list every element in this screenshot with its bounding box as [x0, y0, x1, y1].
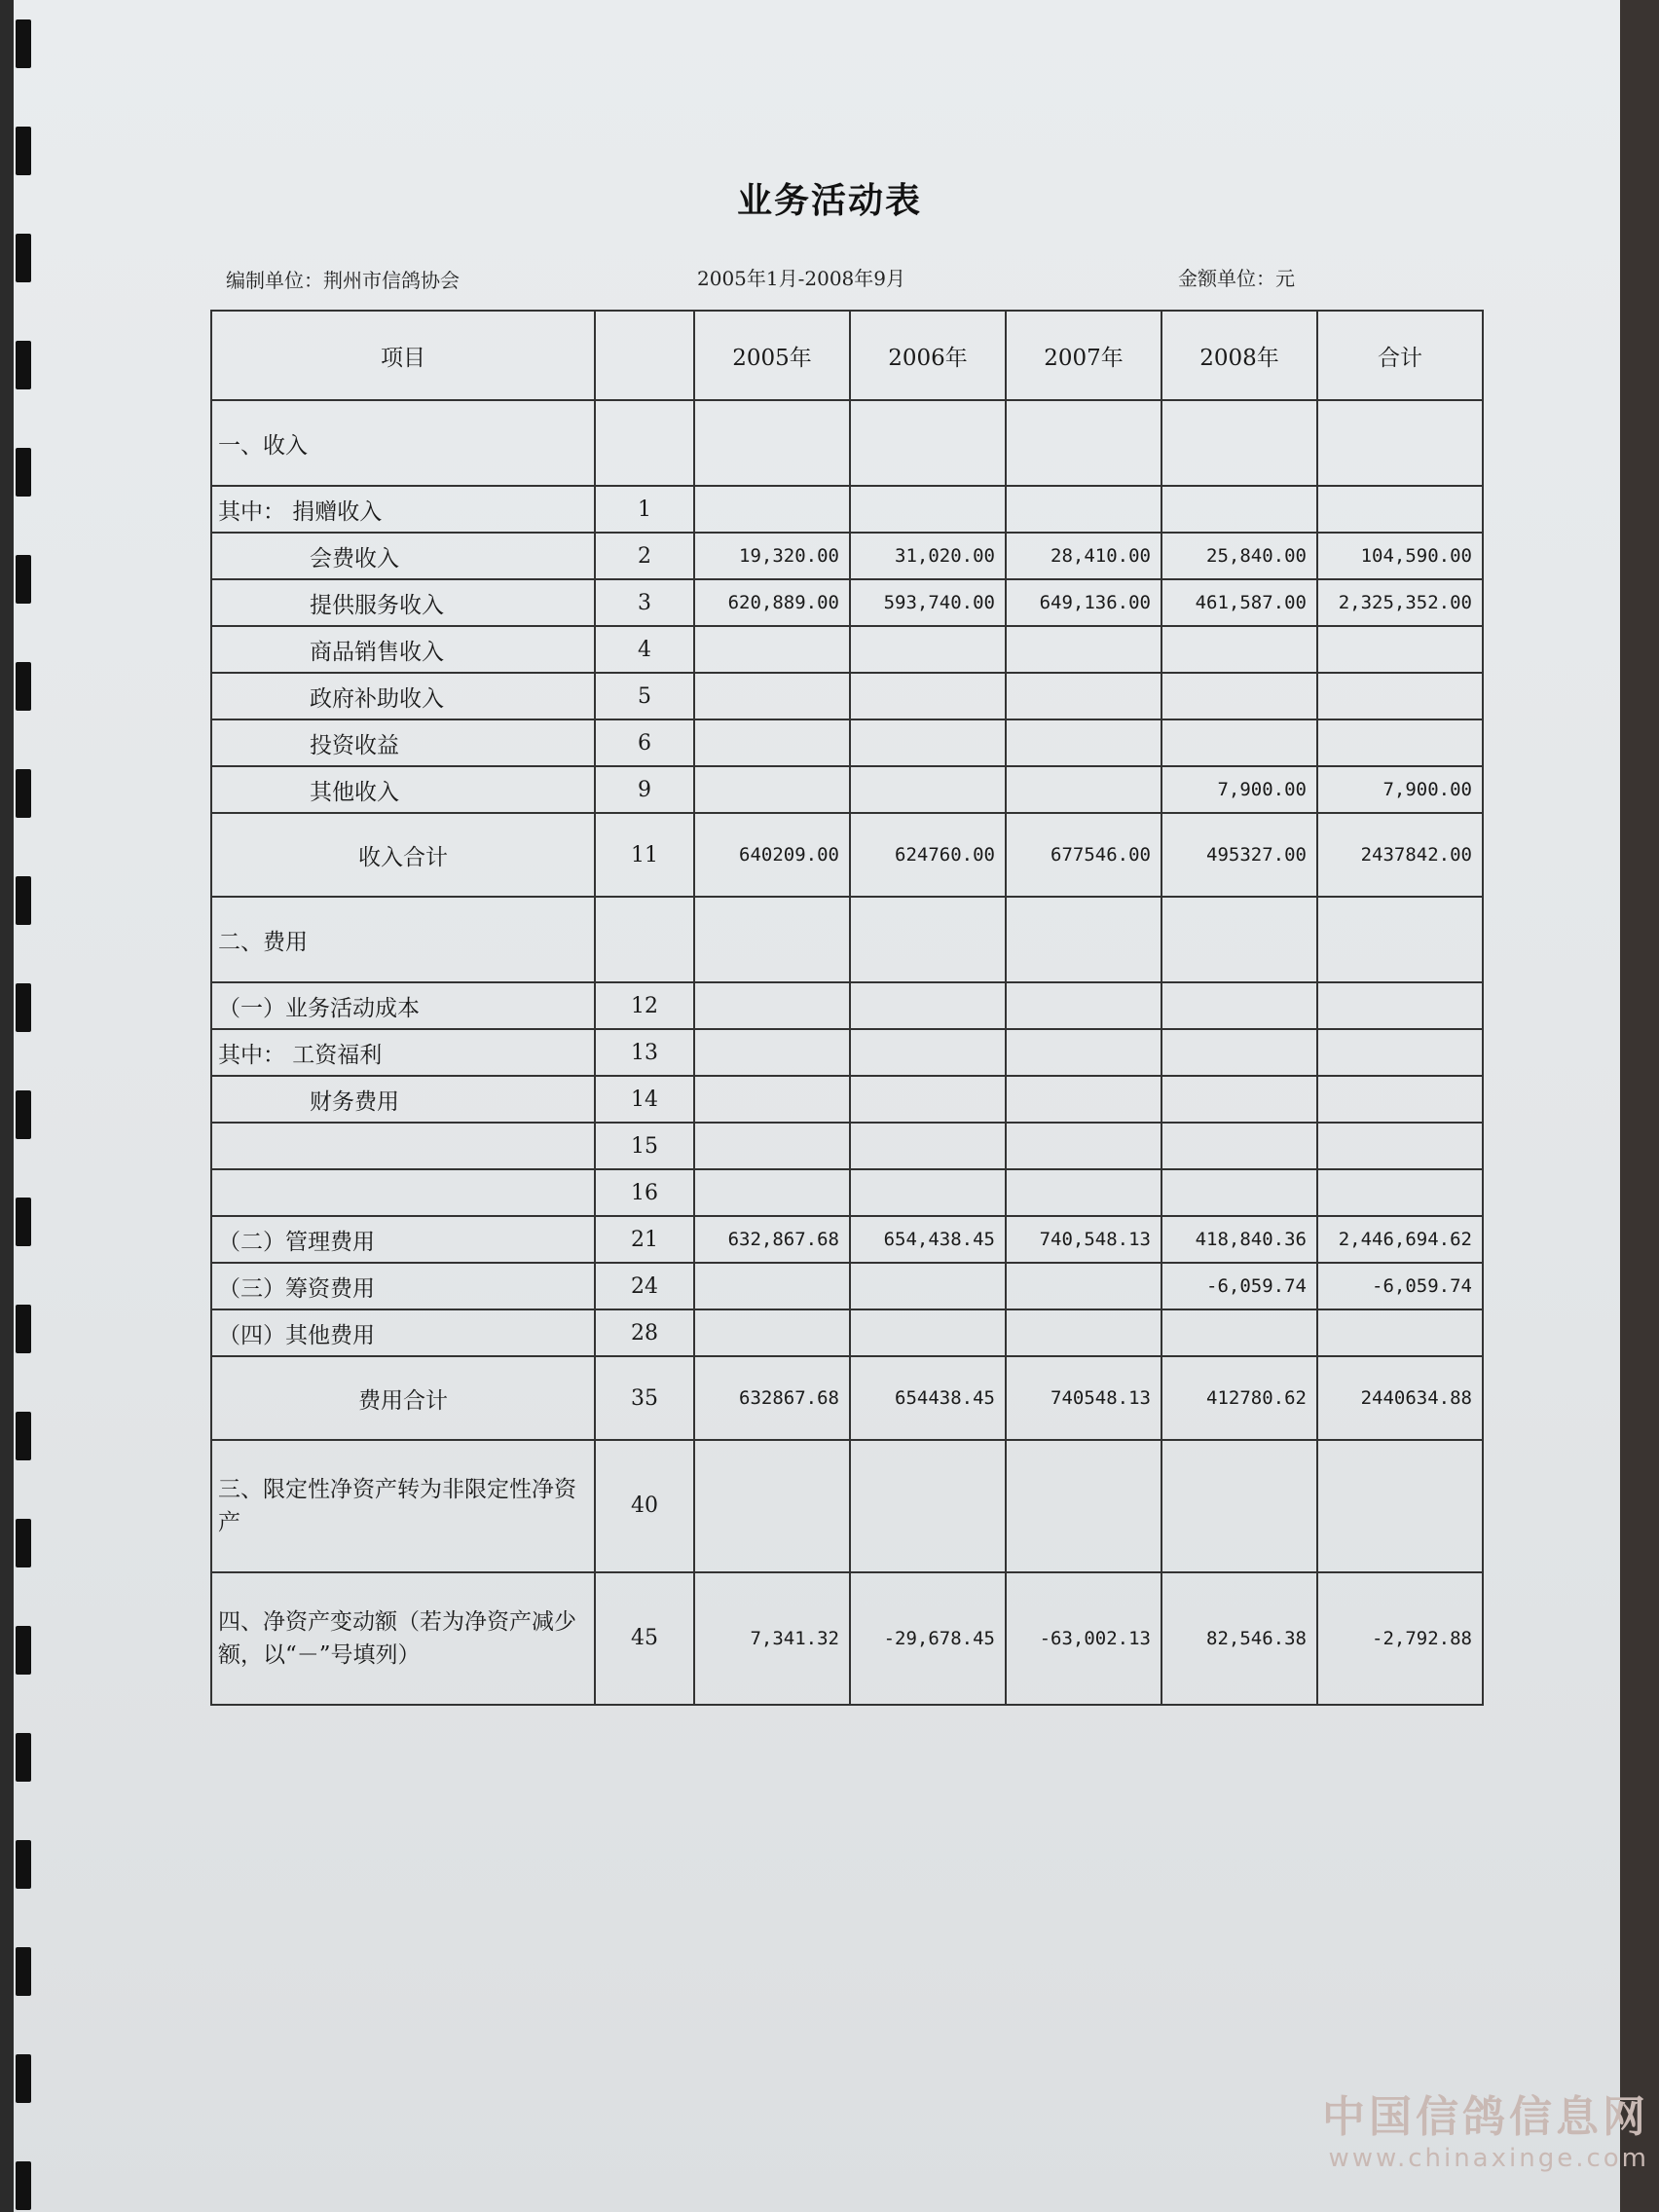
value-cell: 740548.13: [1006, 1356, 1161, 1440]
value-cell: [1317, 1440, 1483, 1572]
value-cell: [1006, 719, 1161, 766]
binder-hole: [16, 555, 31, 604]
table-row: [211, 1029, 1483, 1076]
row-index: 40: [595, 1440, 694, 1572]
table-row: [211, 897, 1483, 982]
value-cell: [1161, 626, 1317, 673]
value-cell: [1317, 673, 1483, 719]
value-cell: [1161, 1076, 1317, 1123]
binder-hole: [16, 448, 31, 497]
value-cell: [1161, 400, 1317, 486]
value-cell: [850, 982, 1006, 1029]
value-cell: 461,587.00: [1161, 579, 1317, 626]
value-cell: 2440634.88: [1317, 1356, 1483, 1440]
value-cell: [1317, 982, 1483, 1029]
value-cell: [694, 400, 850, 486]
value-cell: [1006, 1123, 1161, 1169]
value-cell: [694, 982, 850, 1029]
row-label: [211, 1169, 595, 1216]
value-cell: 25,840.00: [1161, 533, 1317, 579]
value-cell: [850, 400, 1006, 486]
row-label: 四、净资产变动额（若为净资产减少额，以“－”号填列）: [211, 1572, 595, 1705]
row-label: 二、费用: [211, 897, 595, 982]
row-index: 1: [595, 486, 694, 533]
value-cell: [1317, 1029, 1483, 1076]
currency-unit-label: 金额单位：元: [1178, 267, 1295, 290]
value-cell: [694, 897, 850, 982]
value-cell: [1317, 719, 1483, 766]
value-cell: [1161, 719, 1317, 766]
value-cell: 7,900.00: [1317, 766, 1483, 813]
header-2007: 2007年: [1006, 311, 1161, 400]
row-index: 28: [595, 1309, 694, 1356]
value-cell: [1161, 1309, 1317, 1356]
value-cell: [850, 897, 1006, 982]
table-row: [211, 1076, 1483, 1123]
table-row: [211, 1216, 1483, 1263]
value-cell: 632,867.68: [694, 1216, 850, 1263]
value-cell: [850, 673, 1006, 719]
value-cell: -29,678.45: [850, 1572, 1006, 1705]
binder-hole: [16, 769, 31, 818]
value-cell: 7,900.00: [1161, 766, 1317, 813]
value-cell: 28,410.00: [1006, 533, 1161, 579]
value-cell: -6,059.74: [1161, 1263, 1317, 1309]
value-cell: -6,059.74: [1317, 1263, 1483, 1309]
value-cell: [1006, 400, 1161, 486]
value-cell: 677546.00: [1006, 813, 1161, 897]
binder-hole: [16, 19, 31, 68]
value-cell: 19,320.00: [694, 533, 850, 579]
row-index: 4: [595, 626, 694, 673]
table-row: [211, 486, 1483, 533]
row-label: 费用合计: [211, 1356, 595, 1440]
row-label: 政府补助收入: [211, 673, 595, 719]
table-row: [211, 533, 1483, 579]
value-cell: [850, 486, 1006, 533]
binder-hole: [16, 1947, 31, 1996]
value-cell: -2,792.88: [1317, 1572, 1483, 1705]
value-cell: [694, 1440, 850, 1572]
binder-hole: [16, 876, 31, 925]
row-index: 11: [595, 813, 694, 897]
value-cell: [1317, 897, 1483, 982]
binder-hole: [16, 1840, 31, 1889]
value-cell: [694, 719, 850, 766]
value-cell: [850, 1076, 1006, 1123]
value-cell: [850, 719, 1006, 766]
value-cell: 82,546.38: [1161, 1572, 1317, 1705]
watermark-name: 中国信鸽信息网: [1322, 2092, 1649, 2142]
value-cell: 620,889.00: [694, 579, 850, 626]
row-index: 21: [595, 1216, 694, 1263]
binder-holes: [0, 0, 58, 2212]
binder-hole: [16, 1519, 31, 1567]
row-index: 2: [595, 533, 694, 579]
value-cell: [1006, 626, 1161, 673]
value-cell: [1161, 486, 1317, 533]
binder-hole: [16, 983, 31, 1032]
value-cell: [1317, 400, 1483, 486]
row-label: （三）筹资费用: [211, 1263, 595, 1309]
value-cell: 418,840.36: [1161, 1216, 1317, 1263]
row-index: 15: [595, 1123, 694, 1169]
value-cell: [1006, 1169, 1161, 1216]
value-cell: 2,325,352.00: [1317, 579, 1483, 626]
header-2005: 2005年: [694, 311, 850, 400]
table-row: [211, 719, 1483, 766]
binder-hole: [16, 341, 31, 389]
row-index: [595, 400, 694, 486]
binder-hole: [16, 127, 31, 175]
value-cell: [850, 1309, 1006, 1356]
value-cell: [1317, 1309, 1483, 1356]
table-row: [211, 579, 1483, 626]
value-cell: [1317, 486, 1483, 533]
value-cell: [1006, 486, 1161, 533]
value-cell: [694, 1169, 850, 1216]
value-cell: [1317, 1169, 1483, 1216]
row-label: （四）其他费用: [211, 1309, 595, 1356]
row-label: 提供服务收入: [211, 579, 595, 626]
row-label: 其中： 捐赠收入: [211, 486, 595, 533]
binder-hole: [16, 1305, 31, 1353]
value-cell: [850, 1029, 1006, 1076]
table-row: [211, 1263, 1483, 1309]
background-strip: [1620, 0, 1659, 2212]
row-label: 其中： 工资福利: [211, 1029, 595, 1076]
value-cell: [1006, 1076, 1161, 1123]
table-row: [211, 766, 1483, 813]
watermark: [1322, 2082, 1649, 2173]
header-2008: 2008年: [1161, 311, 1317, 400]
value-cell: [1161, 1029, 1317, 1076]
row-label: （一）业务活动成本: [211, 982, 595, 1029]
row-label: 一、收入: [211, 400, 595, 486]
value-cell: [850, 766, 1006, 813]
table-row: [211, 1356, 1483, 1440]
table-row: [211, 813, 1483, 897]
value-cell: 412780.62: [1161, 1356, 1317, 1440]
header-index: [595, 311, 694, 400]
value-cell: 593,740.00: [850, 579, 1006, 626]
value-cell: [1006, 766, 1161, 813]
organization-label: 编制单位：荆州市信鸽协会: [226, 269, 460, 292]
value-cell: 624760.00: [850, 813, 1006, 897]
value-cell: 740,548.13: [1006, 1216, 1161, 1263]
value-cell: 31,020.00: [850, 533, 1006, 579]
value-cell: [1317, 626, 1483, 673]
row-label: [211, 1123, 595, 1169]
value-cell: [694, 766, 850, 813]
value-cell: [850, 626, 1006, 673]
row-label: 商品销售收入: [211, 626, 595, 673]
value-cell: [1161, 1123, 1317, 1169]
table-row: [211, 673, 1483, 719]
value-cell: [850, 1123, 1006, 1169]
value-cell: [1006, 1029, 1161, 1076]
row-index: 16: [595, 1169, 694, 1216]
value-cell: [850, 1440, 1006, 1572]
binder-hole: [16, 2161, 31, 2210]
header-2006: 2006年: [850, 311, 1006, 400]
value-cell: [1006, 982, 1161, 1029]
row-index: [595, 897, 694, 982]
value-cell: 632867.68: [694, 1356, 850, 1440]
value-cell: 104,590.00: [1317, 533, 1483, 579]
row-index: 5: [595, 673, 694, 719]
binder-hole: [16, 1733, 31, 1782]
binder-hole: [16, 662, 31, 711]
row-label: 会费收入: [211, 533, 595, 579]
header-item: 项目: [211, 311, 595, 400]
table-row: [211, 1440, 1483, 1572]
row-index: 14: [595, 1076, 694, 1123]
value-cell: [1161, 982, 1317, 1029]
value-cell: 2437842.00: [1317, 813, 1483, 897]
header-total: 合计: [1317, 311, 1483, 400]
binder-hole: [16, 234, 31, 282]
value-cell: [1006, 1309, 1161, 1356]
value-cell: 640209.00: [694, 813, 850, 897]
row-index: 3: [595, 579, 694, 626]
value-cell: [694, 1076, 850, 1123]
value-cell: [1161, 673, 1317, 719]
binder-hole: [16, 2054, 31, 2103]
row-index: 35: [595, 1356, 694, 1440]
binder-hole: [16, 1090, 31, 1139]
value-cell: [694, 1263, 850, 1309]
value-cell: [1317, 1123, 1483, 1169]
row-index: 6: [595, 719, 694, 766]
value-cell: 2,446,694.62: [1317, 1216, 1483, 1263]
value-cell: [694, 1123, 850, 1169]
value-cell: [694, 673, 850, 719]
table-row: [211, 1169, 1483, 1216]
row-label: 投资收益: [211, 719, 595, 766]
row-index: 13: [595, 1029, 694, 1076]
value-cell: [694, 1309, 850, 1356]
row-index: 12: [595, 982, 694, 1029]
row-index: 24: [595, 1263, 694, 1309]
value-cell: [1161, 1169, 1317, 1216]
row-label: 其他收入: [211, 766, 595, 813]
binder-hole: [16, 1626, 31, 1675]
row-label: 收入合计: [211, 813, 595, 897]
table-row: [211, 982, 1483, 1029]
period-label: 2005年1月-2008年9月: [697, 267, 906, 290]
row-label: 三、限定性净资产转为非限定性净资产: [211, 1440, 595, 1572]
value-cell: [1161, 897, 1317, 982]
value-cell: [1317, 1076, 1483, 1123]
value-cell: 649,136.00: [1006, 579, 1161, 626]
value-cell: [694, 1029, 850, 1076]
row-label: 财务费用: [211, 1076, 595, 1123]
binder-hole: [16, 1198, 31, 1246]
value-cell: [694, 486, 850, 533]
document-title: 业务活动表: [736, 180, 922, 221]
table-header-row: [211, 311, 1483, 400]
value-cell: 654438.45: [850, 1356, 1006, 1440]
table-row: [211, 400, 1483, 486]
value-cell: 7,341.32: [694, 1572, 850, 1705]
value-cell: [1006, 673, 1161, 719]
value-cell: [850, 1263, 1006, 1309]
row-label: （二）管理费用: [211, 1216, 595, 1263]
value-cell: [694, 626, 850, 673]
table-row: [211, 626, 1483, 673]
value-cell: [850, 1169, 1006, 1216]
table-row: [211, 1123, 1483, 1169]
value-cell: 495327.00: [1161, 813, 1317, 897]
binder-hole: [16, 1412, 31, 1460]
row-index: 9: [595, 766, 694, 813]
value-cell: [1006, 1440, 1161, 1572]
value-cell: [1161, 1440, 1317, 1572]
value-cell: [1006, 897, 1161, 982]
activity-table: [210, 310, 1484, 1706]
value-cell: 654,438.45: [850, 1216, 1006, 1263]
row-index: 45: [595, 1572, 694, 1705]
table-row: [211, 1572, 1483, 1705]
watermark-url: www.chinaxinge.com: [1328, 2144, 1649, 2173]
table-row: [211, 1309, 1483, 1356]
value-cell: [1006, 1263, 1161, 1309]
value-cell: -63,002.13: [1006, 1572, 1161, 1705]
